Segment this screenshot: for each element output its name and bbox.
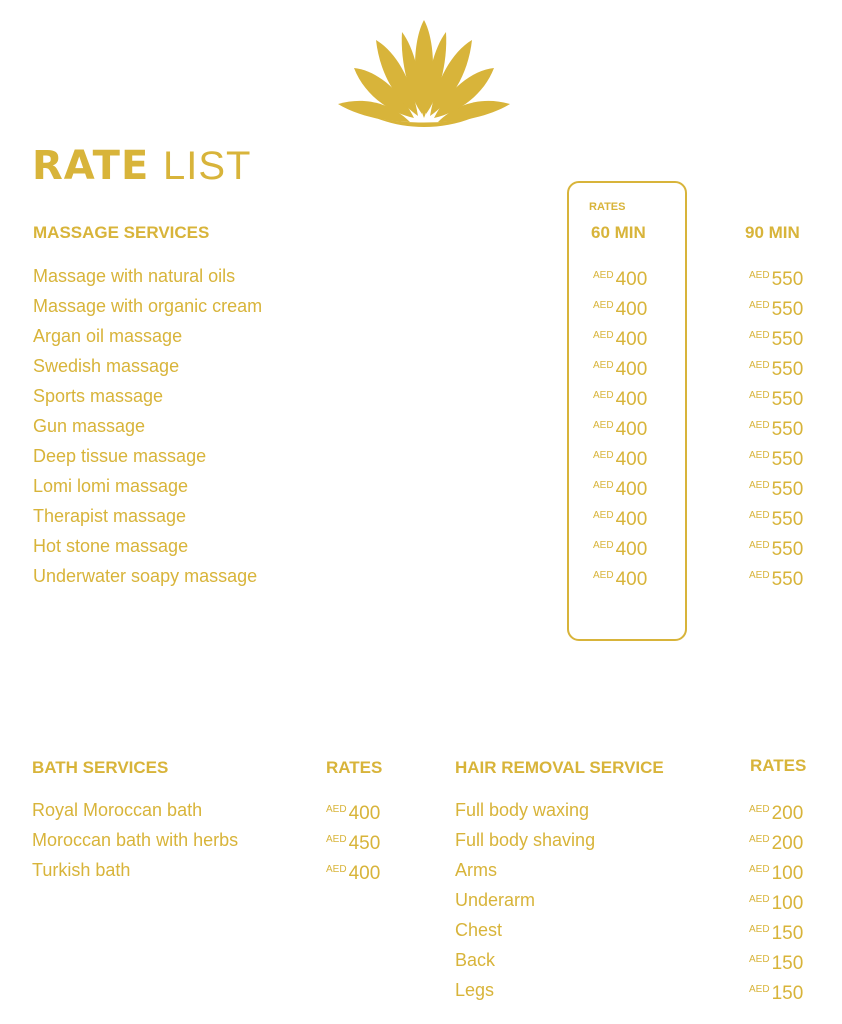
massage-price-60 [593,321,647,351]
currency-label: AED [749,270,770,281]
hair-heading: HAIR REMOVAL SERVICE [455,758,664,777]
massage-price-90 [749,351,803,381]
massage-price-60 [593,531,647,561]
price-value: 550 [771,539,804,560]
hair-item-name: Full body shaving [455,830,596,850]
currency-label: AED [749,480,770,491]
price-value: 400 [348,803,381,824]
currency-label: AED [593,300,614,311]
massage-price-60 [593,351,647,381]
massage-price-60 [593,381,647,411]
massage-rates-label: RATES [589,201,626,213]
currency-label: AED [749,510,770,521]
massage-col-90: 90 MIN [745,223,800,242]
bath-rates-label: RATES [326,758,383,777]
bath-item-name: Moroccan bath with herbs [32,830,239,850]
bath-heading: BATH SERVICES [32,758,169,777]
massage-item-name: Lomi lomi massage [33,476,189,496]
currency-label: AED [749,894,770,905]
price-value: 200 [771,833,804,854]
massage-item-name: Massage with natural oils [33,266,236,286]
massage-price-60 [593,291,647,321]
massage-col-60: 60 MIN [591,223,646,242]
price-value: 150 [771,983,804,1004]
price-value: 400 [615,329,648,350]
massage-heading: MASSAGE SERVICES [33,223,210,242]
massage-price-90 [749,381,803,411]
hair-item-name: Chest [455,920,503,940]
hair-item-name: Underarm [455,890,536,910]
currency-label: AED [593,570,614,581]
hair-item-name: Back [455,950,496,970]
hair-item-name: Arms [455,860,497,880]
massage-price-60 [593,261,647,291]
currency-label: AED [749,570,770,581]
currency-label: AED [749,984,770,995]
bath-price [326,795,380,825]
currency-label: AED [749,300,770,311]
massage-item-name: Argan oil massage [33,326,183,346]
currency-label: AED [593,390,614,401]
price-value: 550 [771,269,804,290]
price-value: 400 [615,269,648,290]
currency-label: AED [749,864,770,875]
hair-price [749,945,803,975]
massage-price-60 [593,501,647,531]
bath-price [326,825,380,855]
massage-price-60 [593,411,647,441]
price-value: 550 [771,449,804,470]
price-value: 550 [771,299,804,320]
massage-price-90 [749,411,803,441]
price-value: 550 [771,389,804,410]
massage-price-90 [749,501,803,531]
bath-price [326,855,380,885]
currency-label: AED [326,834,347,845]
currency-label: AED [749,540,770,551]
currency-label: AED [326,864,347,875]
massage-item-name: Swedish massage [33,356,180,376]
massage-item-name: Massage with organic cream [33,296,263,316]
hair-item-name: Full body waxing [455,800,590,820]
massage-price-90 [749,471,803,501]
currency-label: AED [593,360,614,371]
currency-label: AED [593,330,614,341]
hair-price [749,885,803,915]
bath-item-name: Turkish bath [32,860,131,880]
price-value: 100 [771,893,804,914]
massage-price-60 [593,441,647,471]
currency-label: AED [749,360,770,371]
massage-item-name: Gun massage [33,416,146,436]
currency-label: AED [593,480,614,491]
price-value: 550 [771,329,804,350]
price-value: 200 [771,803,804,824]
massage-price-90 [749,321,803,351]
page-title [32,142,251,190]
price-value: 150 [771,953,804,974]
title-bold: RATE [32,143,150,189]
currency-label: AED [749,924,770,935]
currency-label: AED [593,420,614,431]
price-value: 400 [615,539,648,560]
massage-price-60 [593,561,647,591]
price-value: 400 [615,509,648,530]
price-value: 450 [348,833,381,854]
price-value: 550 [771,509,804,530]
price-value: 400 [615,479,648,500]
price-value: 550 [771,419,804,440]
price-value: 400 [615,299,648,320]
massage-price-90 [749,441,803,471]
price-value: 550 [771,479,804,500]
massage-price-90 [749,561,803,591]
currency-label: AED [749,450,770,461]
massage-price-60 [593,471,647,501]
currency-label: AED [593,510,614,521]
price-value: 400 [615,359,648,380]
hair-price [749,915,803,945]
massage-item-name: Underwater soapy massage [33,566,258,586]
price-value: 400 [615,569,648,590]
currency-label: AED [593,540,614,551]
hair-rates-label: RATES [750,756,807,775]
currency-label: AED [593,270,614,281]
currency-label: AED [749,390,770,401]
massage-item-name: Hot stone massage [33,536,189,556]
price-value: 400 [615,419,648,440]
hair-price [749,975,803,1005]
massage-price-90 [749,261,803,291]
massage-item-name: Deep tissue massage [33,446,207,466]
price-value: 100 [771,863,804,884]
hair-price [749,855,803,885]
price-value: 400 [615,389,648,410]
price-value: 150 [771,923,804,944]
currency-label: AED [749,954,770,965]
currency-label: AED [749,804,770,815]
price-value: 400 [615,449,648,470]
hair-price [749,825,803,855]
hair-price [749,795,803,825]
massage-item-name: Therapist massage [33,506,187,526]
hair-item-name: Legs [455,980,495,1000]
currency-label: AED [593,450,614,461]
currency-label: AED [749,330,770,341]
massage-price-90 [749,291,803,321]
price-value: 400 [348,863,381,884]
massage-item-name: Sports massage [33,386,164,406]
price-value: 550 [771,359,804,380]
massage-price-90 [749,531,803,561]
currency-label: AED [749,834,770,845]
title-light: LIST [162,144,252,188]
price-value: 550 [771,569,804,590]
bath-item-name: Royal Moroccan bath [32,800,203,820]
currency-label: AED [749,420,770,431]
currency-label: AED [326,804,347,815]
lotus-icon [336,18,512,130]
